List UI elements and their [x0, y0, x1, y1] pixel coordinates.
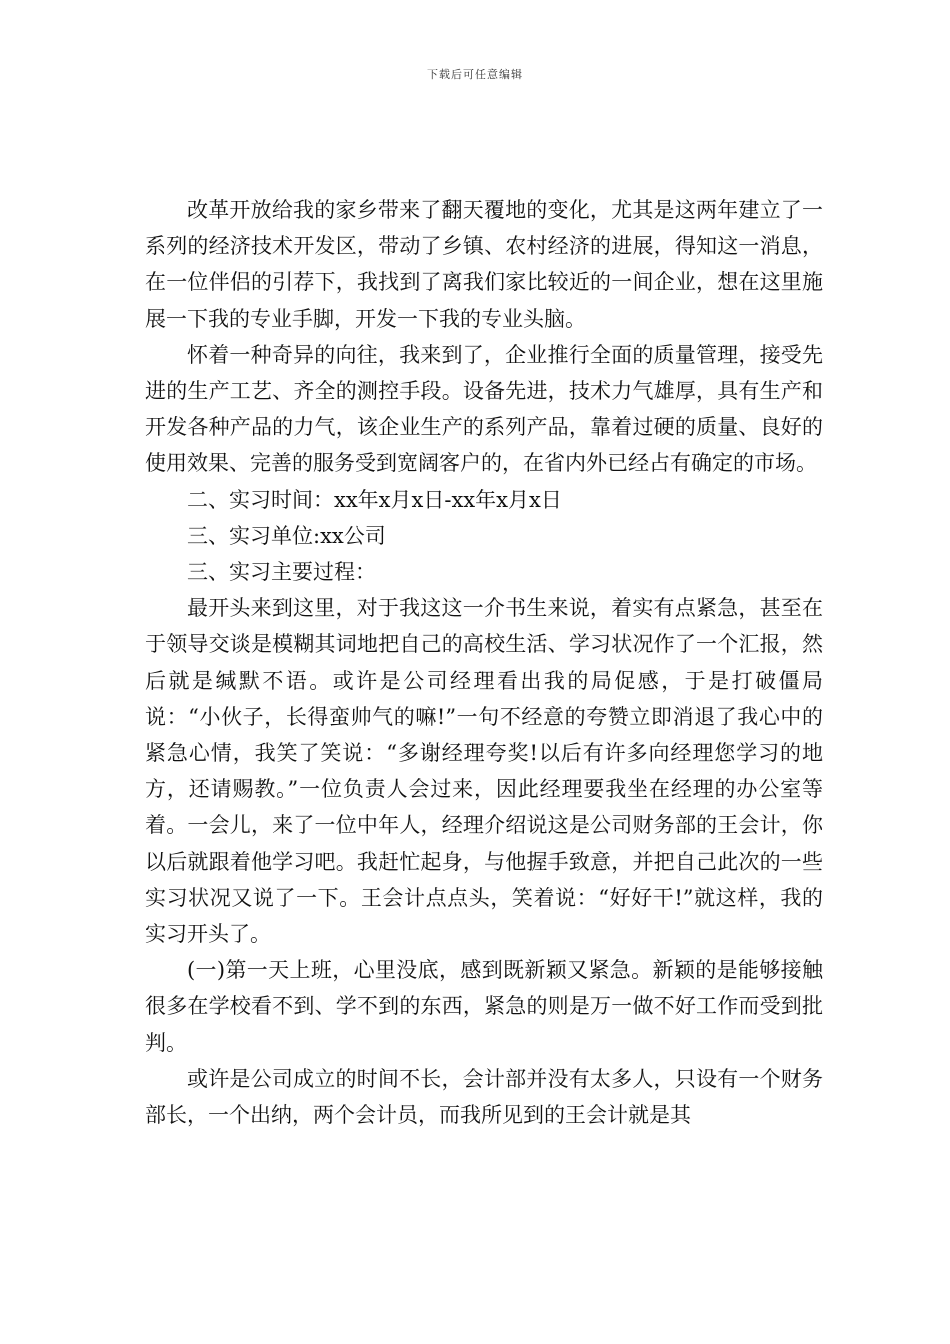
- paragraph: 或许是公司成立的时间不长，会计部并没有太多人，只设有一个财务部长，一个出纳，两个会计员，而我所见到的王会计就是其: [145, 1066, 823, 1128]
- section-heading: 三、实习单位:xx公司: [187, 523, 386, 548]
- paragraph: 怀着一种奇异的向往，我来到了，企业推行全面的质量管理，接受先进的生产工艺、齐全的测控手段。设备先进，技术力气雄厚，具有生产和开发各种产品的力气，该企业生产的系列产品，靠着过硬的质量、良好的使用效果、完善的服务受到宽阔客户的，在省内外已经占有确定的市场。: [145, 342, 823, 476]
- document-body: [145, 192, 823, 1133]
- section-heading: 三、实习主要过程：: [187, 560, 376, 585]
- header-note: 下载后可任意编辑: [427, 68, 523, 81]
- section-heading: 二、实习时间：xx年x月x日-xx年x月x日: [187, 487, 562, 512]
- paragraph: 最开头来到这里，对于我这这一介书生来说，着实有点紧急，甚至在于领导交谈是模糊其词地把自己的高校生活、学习状况作了一个汇报，然后就是缄默不语。或许是公司经理看出我的局促感，于是打破僵局说：“小伙子，长得蛮帅气的嘛!”一句不经意的夸赞立即消退了我心中的紧急心情，我笑了笑说：“多谢经理夸奖!以后有许多向经理您学习的地方，还请赐教。”一位负责人会过来，因此经理要我坐在经理的办公室等着。一会儿，来了一位中年人，经理介绍说这是公司财务部的王会计，你以后就跟着他学习吧。我赶忙起身，与他握手致意，并把自己此次的一些实习状况又说了一下。王会计点点头，笑着说：“好好干!”就这样，我的实习开头了。: [145, 596, 823, 947]
- paragraph: (一)第一天上班，心里没底，感到既新颖又紧急。新颖的是能够接触很多在学校看不到、学不到的东西，紧急的则是万一做不好工作而受到批判。: [145, 958, 823, 1055]
- paragraph: 改革开放给我的家乡带来了翻天覆地的变化，尤其是这两年建立了一系列的经济技术开发区，带动了乡镇、农村经济的进展，得知这一消息，在一位伴侣的引荐下，我找到了离我们家比较近的一间企业，想在这里施展一下我的专业手脚，开发一下我的专业头脑。: [145, 198, 823, 331]
